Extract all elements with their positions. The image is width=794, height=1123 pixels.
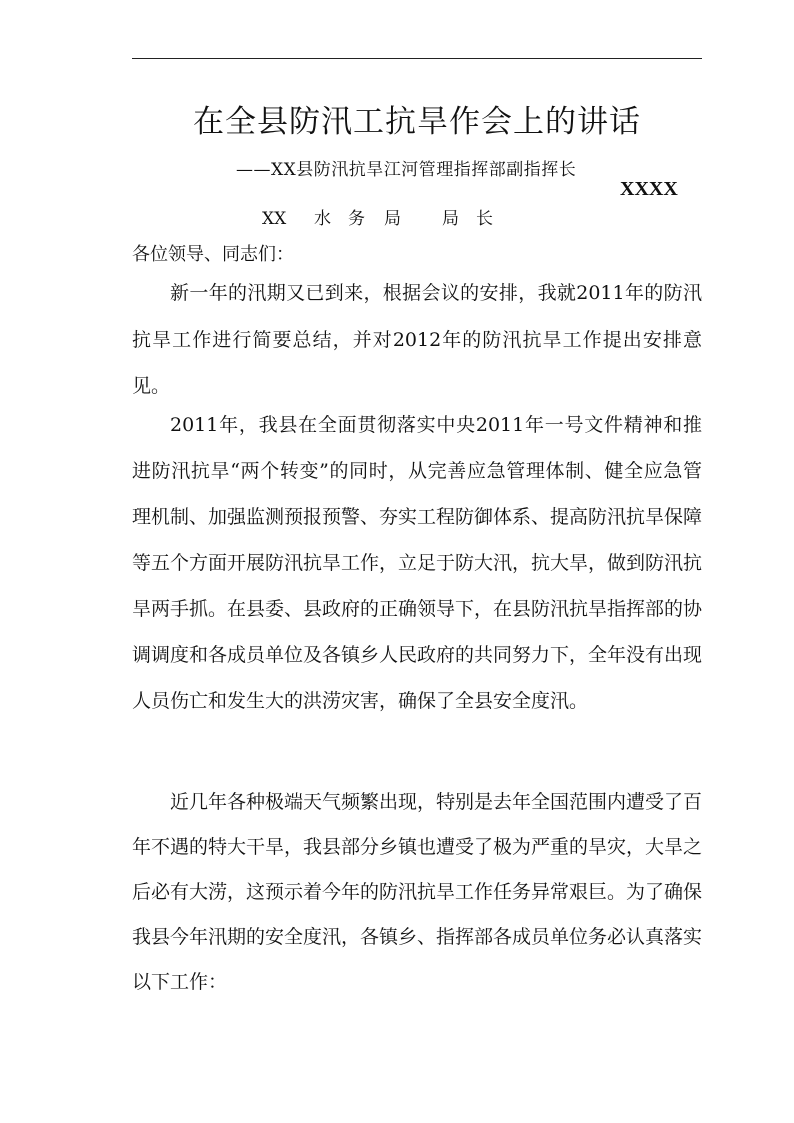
body-paragraph-1: 新一年的汛期又已到来，根据会议的安排，我就2011年的防汛抗旱工作进行简要总结，并对2012年的防汛抗旱工作提出安排意见。 — [132, 282, 702, 397]
author-role-char: 局 — [384, 209, 401, 229]
body-paragraph-2: 2011年，我县在全面贯彻落实中央2011年一号文件精神和推进防汛抗旱“两个转变”的同时，从完善应急管理体制、健全应急管理机制、加强监测预报预警、夯实工程防御体系、提高防汛抗旱保障等五个方面开展防汛抗旱工作，立足于防大汛，抗大旱，做到防汛抗旱两手抓。在县委、县政府的正确领导下，在县防汛抗旱指挥部的协调调度和各成员单位及各镇乡人民政府的共同努力下，全年没有出现人员伤亡和发生大的洪涝灾害，确保了全县安全度汛。 — [132, 414, 703, 712]
author-role-org: XX — [262, 209, 287, 229]
author-role-char: 务 — [348, 209, 365, 229]
author-role — [262, 204, 496, 229]
salutation: 各位领导、同志们： — [132, 244, 294, 265]
header-rule — [132, 58, 702, 59]
document-title: 在全县防汛工抗旱作会上的讲话 — [193, 104, 641, 140]
author-role-char: 长 — [476, 209, 493, 229]
author-role-char: 水 — [314, 209, 331, 229]
body-paragraph-3: 近几年各种极端天气频繁出现，特别是去年全国范围内遭受了百年不遇的特大干旱，我县部分乡镇也遭受了极为严重的旱灾，大旱之后必有大涝，这预示着今年的防汛抗旱工作任务异常艰巨。为了确保我县今年汛期的安全度汛，各镇乡、指挥部各成员单位务必认真落实以下工作： — [132, 791, 703, 993]
document-subtitle: ——XX县防汛抗旱江河管理指挥部副指挥长 — [236, 160, 577, 180]
author-name: XXXX — [620, 178, 678, 200]
author-role-char: 局 — [442, 209, 459, 229]
